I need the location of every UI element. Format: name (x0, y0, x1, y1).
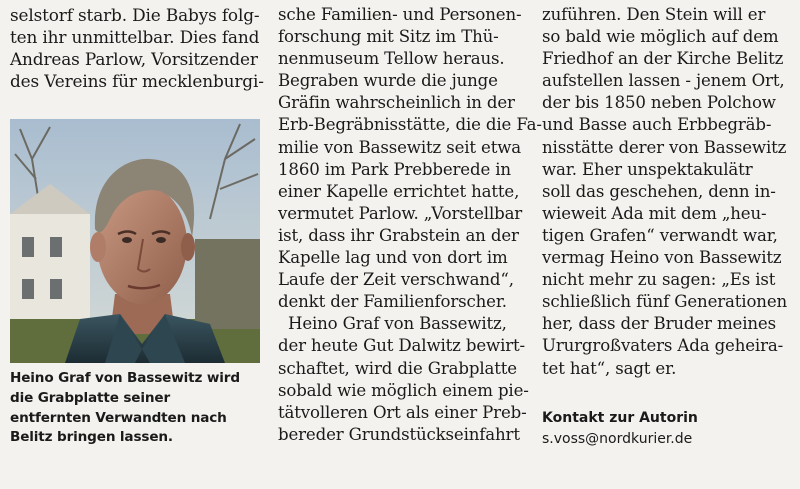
caption-line: die Grabplatte seiner (10, 389, 171, 406)
text-line: schließlich fünf Generationen (542, 292, 788, 312)
text-line: der heute Gut Dalwitz bewirt- (278, 336, 526, 356)
text-line: tätvolleren Ort als einer Preb- (278, 402, 527, 422)
text-line: des Vereins für mecklenburgi- (10, 71, 264, 92)
article-column-2 (278, 4, 542, 446)
author-contact (542, 408, 792, 450)
text-line: wieweit Ada mit dem „heu- (542, 203, 767, 223)
text-line: Erb-Begräbnisstätte, die die Fa- (278, 115, 542, 135)
contact-heading: Kontakt zur Autorin (542, 410, 698, 426)
text-line: Heino Graf von Bassewitz, (288, 314, 507, 334)
text-line: Laufe der Zeit verschwand“, (278, 270, 514, 290)
text-line: tigen Grafen“ verwandt war, (542, 225, 778, 245)
text-line: bereder Grundstückseinfahrt (278, 424, 520, 444)
caption-line: entfernten Verwandten nach (10, 409, 227, 426)
text-line: Ururgroßvaters Ada geheira- (542, 336, 784, 356)
text-line: nicht mehr zu sagen: „Es ist (542, 270, 776, 290)
photo-caption (10, 369, 265, 448)
text-line: vermag Heino von Bassewitz (542, 248, 782, 268)
text-line: soll das geschehen, denn in- (542, 181, 776, 201)
text-line: Gräfin wahrscheinlich in der (278, 93, 515, 113)
text-line: einer Kapelle errichtet hatte, (278, 181, 520, 201)
text-line: her, dass der Bruder meines (542, 314, 776, 334)
caption-line: Heino Graf von Bassewitz wird (10, 370, 240, 386)
portrait-photo (10, 119, 260, 363)
text-line: nisstätte derer von Bassewitz (542, 137, 787, 157)
manor-house (10, 184, 90, 334)
text-line: so bald wie möglich auf dem (542, 27, 779, 47)
text-line: denkt der Familienforscher. (278, 292, 507, 312)
text-line: der bis 1850 neben Polchow (542, 93, 776, 113)
text-line: schaftet, wird die Grabplatte (278, 358, 517, 378)
text-line: war. Eher unspektakulätr (542, 159, 753, 179)
text-line: ist, dass ihr Grabstein an der (278, 225, 519, 245)
text-line: forschung mit Sitz im Thü- (278, 27, 499, 47)
text-line: ten ihr unmittelbar. Dies fand (10, 27, 260, 48)
text-line: 1860 im Park Prebberede in (278, 159, 511, 179)
author-email-link[interactable]: s.voss@nordkurier.de (542, 431, 693, 447)
text-line: nenmuseum Tellow heraus. (278, 49, 505, 69)
text-line: und Basse auch Erbbegräb- (542, 115, 772, 135)
text-line: aufstellen lassen - jenem Ort, (542, 71, 785, 91)
article-column-1 (10, 4, 262, 92)
article-column-3 (542, 4, 792, 380)
text-line: zuführen. Den Stein will er (542, 5, 766, 24)
text-line: selstorf starb. Die Babys folg- (10, 5, 260, 25)
text-line: sobald wie möglich einem pie- (278, 380, 529, 400)
text-line: milie von Bassewitz seit etwa (278, 137, 522, 157)
caption-line: Belitz bringen lassen. (10, 429, 173, 446)
text-line: sche Familien- und Personen- (278, 5, 522, 24)
text-line: vermutet Parlow. „Vorstellbar (278, 203, 523, 223)
text-line: Begraben wurde die junge (278, 71, 498, 91)
text-line: tet hat“, sagt er. (542, 358, 677, 378)
text-line: Friedhof an der Kirche Belitz (542, 49, 784, 69)
text-line: Andreas Parlow, Vorsitzender (10, 49, 258, 70)
text-line: Kapelle lag und von dort im (278, 248, 508, 268)
